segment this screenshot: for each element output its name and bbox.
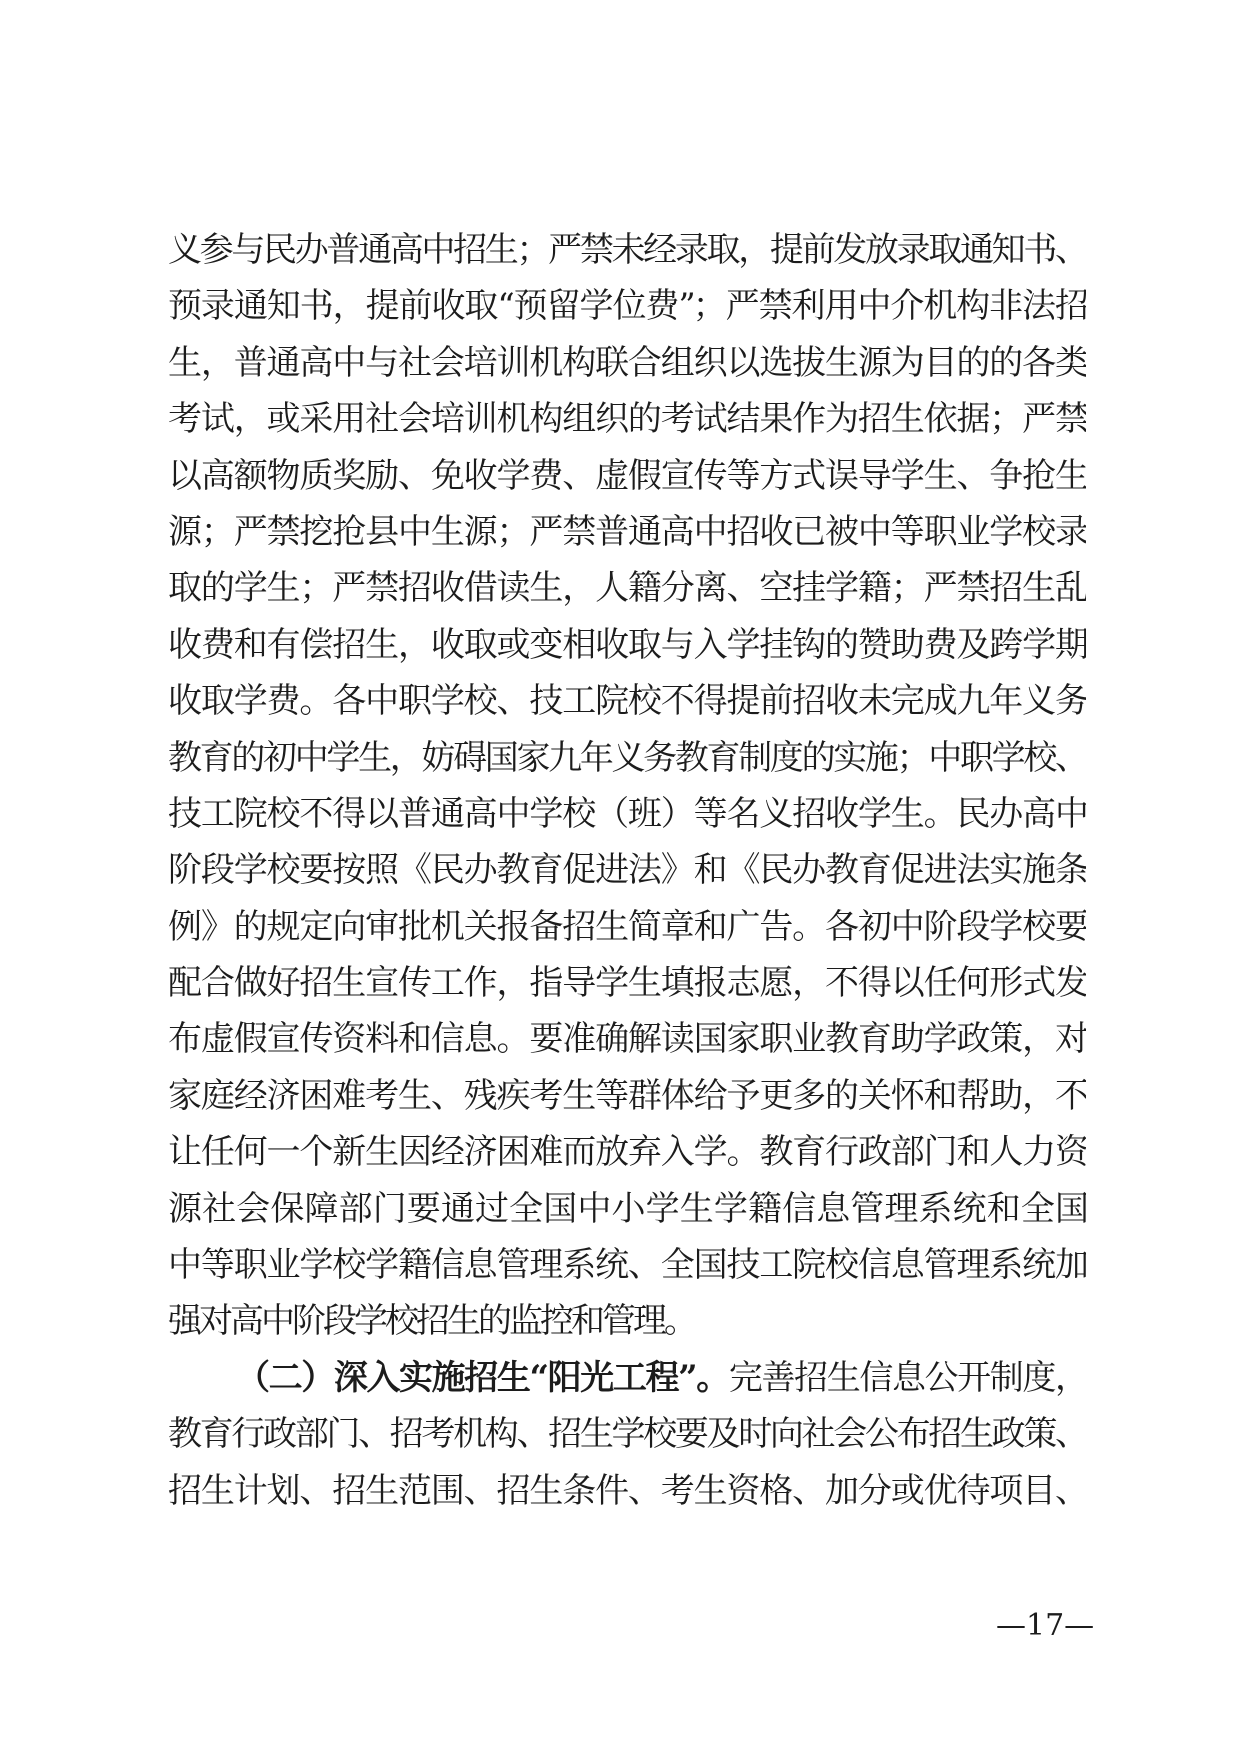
section-heading: （二）深入实施招生“阳光工程”。 bbox=[236, 1357, 729, 1398]
text-line: 招生计划、招生范围、招生条件、考生资格、加分或优待项目、 bbox=[168, 1470, 1086, 1511]
text-line: 中等职业学校学籍信息管理系统、全国技工院校信息管理系统加 bbox=[168, 1245, 1086, 1286]
text-line: 取的学生；严禁招收借读生，人籍分离、空挂学籍；严禁招生乱 bbox=[168, 568, 1086, 609]
text-line: 家庭经济困难考生、残疾考生等群体给予更多的关怀和帮助，不 bbox=[168, 1075, 1086, 1116]
text-line: 考试，或采用社会培训机构组织的考试结果作为招生依据；严禁 bbox=[168, 399, 1086, 440]
text-line: 收取学费。各中职学校、技工院校不得提前招收未完成九年义务 bbox=[168, 681, 1086, 722]
text-line: 让任何一个新生因经济困难而放弃入学。教育行政部门和人力资 bbox=[168, 1132, 1086, 1173]
text-segment: 完善招生信息公开制度， bbox=[728, 1357, 1086, 1398]
text-line: 教育行政部门、招考机构、招生学校要及时向社会公布招生政策、 bbox=[168, 1414, 1086, 1455]
text-line: 技工院校不得以普通高中学校（班）等名义招收学生。民办高中 bbox=[168, 793, 1086, 834]
text-line: 源；严禁挖抢县中生源；严禁普通高中招收已被中等职业学校录 bbox=[168, 511, 1086, 552]
text-line: 收费和有偿招生，收取或变相收取与入学挂钩的赞助费及跨学期 bbox=[168, 624, 1086, 665]
page-number: —17— bbox=[996, 1608, 1095, 1643]
text-line: 配合做好招生宣传工作，指导学生填报志愿，不得以任何形式发 bbox=[168, 963, 1086, 1004]
text-line: 教育的初中学生，妨碍国家九年义务教育制度的实施；中职学校、 bbox=[168, 737, 1086, 778]
text-line: 阶段学校要按照《民办教育促进法》和《民办教育促进法实施条 bbox=[168, 850, 1086, 891]
text-line: 例》的规定向审批机关报备招生简章和广告。各初中阶段学校要 bbox=[168, 906, 1086, 947]
text-line: 预录通知书，提前收取“预留学位费”；严禁利用中介机构非法招 bbox=[168, 286, 1086, 327]
text-line: 源社会保障部门要通过全国中小学生学籍信息管理系统和全国 bbox=[168, 1188, 1086, 1229]
text-line: 布虚假宣传资料和信息。要准确解读国家职业教育助学政策，对 bbox=[168, 1019, 1086, 1060]
text-line: 义参与民办普通高中招生；严禁未经录取，提前发放录取通知书、 bbox=[168, 230, 1086, 270]
document-body bbox=[168, 222, 1086, 1519]
text-line: 强对高中阶段学校招生的监控和管理。 bbox=[168, 1301, 695, 1342]
paragraph-2-first-line bbox=[168, 1350, 1086, 1406]
text-line: 生，普通高中与社会培训机构联合组织以选拔生源为目的的各类 bbox=[168, 342, 1086, 383]
text-line: 以高额物质奖励、免收学费、虚假宣传等方式误导学生、争抢生 bbox=[168, 455, 1086, 496]
